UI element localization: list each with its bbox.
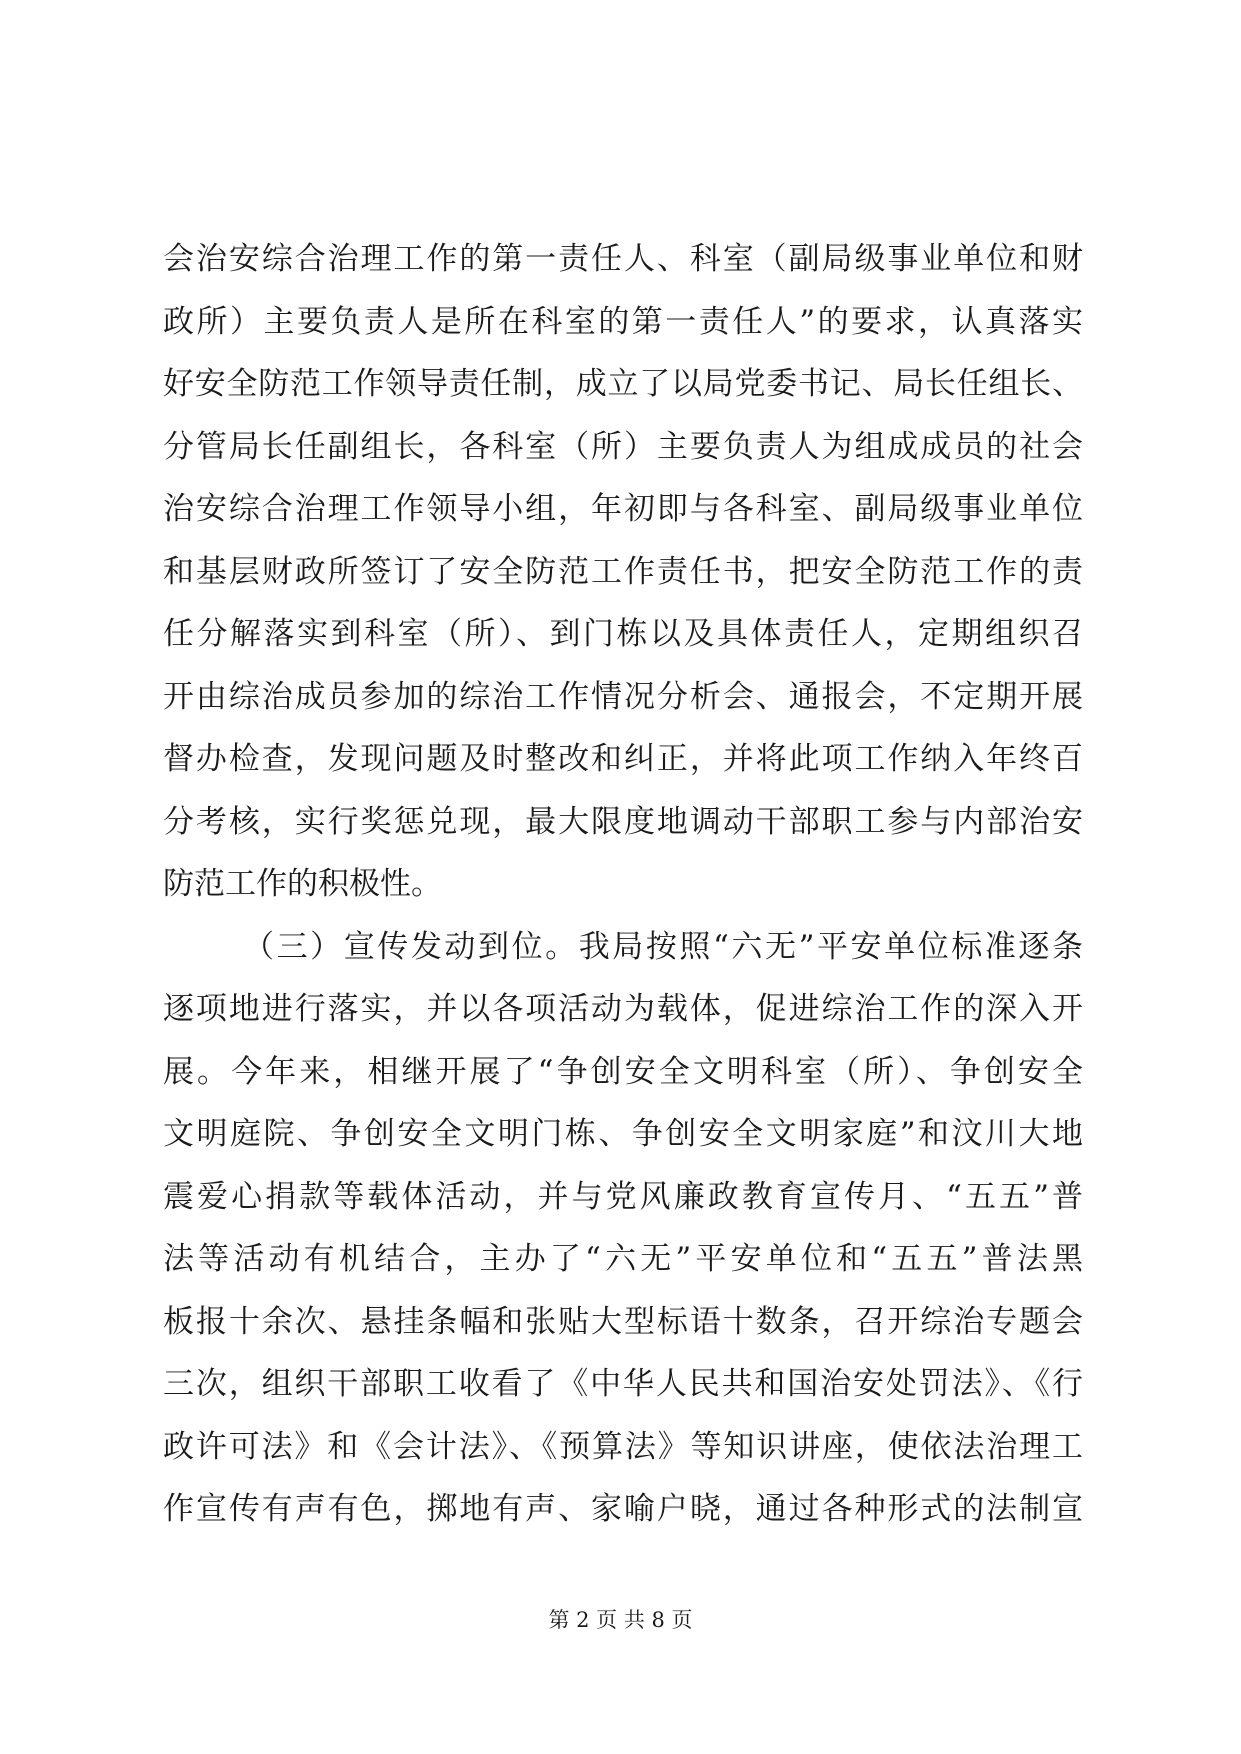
text-line: 治安综合治理工作领导小组，年初即与各科室、副局级事业单位 — [163, 491, 1083, 527]
text-line: 震爱心捐款等载体活动，并与党风廉政教育宣传月、“五五”普 — [163, 1178, 1083, 1215]
text-line: 分管局长任副组长，各科室（所）主要负责人为组成成员的社会 — [163, 428, 1083, 465]
text-line: 作宣传有声有色，掷地有声、家喻户晓，通过各种形式的法制宣 — [163, 1491, 1083, 1527]
text-line: 好安全防范工作领导责任制，成立了以局党委书记、局长任组长、 — [163, 366, 1083, 402]
text-line: 任分解落实到科室（所）、到门栋以及具体责任人，定期组织召 — [163, 616, 1083, 652]
text-line: 展。今年来，相继开展了“争创安全文明科室（所）、争创安全 — [163, 1053, 1083, 1090]
text-line: 防范工作的积极性。 — [163, 866, 442, 902]
paragraph-start-line: （三）宣传发动到位。我局按照“六无”平安单位标准逐条 — [243, 928, 1083, 965]
text-line: 文明庭院、争创安全文明门栋、争创安全文明家庭”和汶川大地 — [163, 1116, 1083, 1152]
text-line: 逐项地进行落实，并以各项活动为载体，促进综治工作的深入开 — [163, 991, 1083, 1027]
text-line: 分考核，实行奖惩兑现，最大限度地调动干部职工参与内部治安 — [163, 803, 1083, 840]
text-line: 政所）主要负责人是所在科室的第一责任人”的要求，认真落实 — [163, 303, 1083, 340]
text-line: 板报十余次、悬挂条幅和张贴大型标语十数条，召开综治专题会 — [163, 1303, 1083, 1340]
text-line: 三次，组织干部职工收看了《中华人民共和国治安处罚法》、《行 — [163, 1366, 1083, 1402]
page-number-footer: 第 2 页 共 8 页 — [548, 1608, 693, 1632]
text-line: 会治安综合治理工作的第一责任人、科室（副局级事业单位和财 — [163, 241, 1083, 277]
body-text — [163, 228, 1083, 1541]
text-line: 开由综治成员参加的综治工作情况分析会、通报会，不定期开展 — [163, 678, 1083, 715]
text-line: 政许可法》和《会计法》、《预算法》等知识讲座，使依法治理工 — [163, 1428, 1083, 1465]
text-line: 督办检查，发现问题及时整改和纠正，并将此项工作纳入年终百 — [163, 741, 1083, 777]
text-line: 法等活动有机结合，主办了“六无”平安单位和“五五”普法黑 — [163, 1241, 1083, 1277]
text-line: 和基层财政所签订了安全防范工作责任书，把安全防范工作的责 — [163, 553, 1083, 590]
